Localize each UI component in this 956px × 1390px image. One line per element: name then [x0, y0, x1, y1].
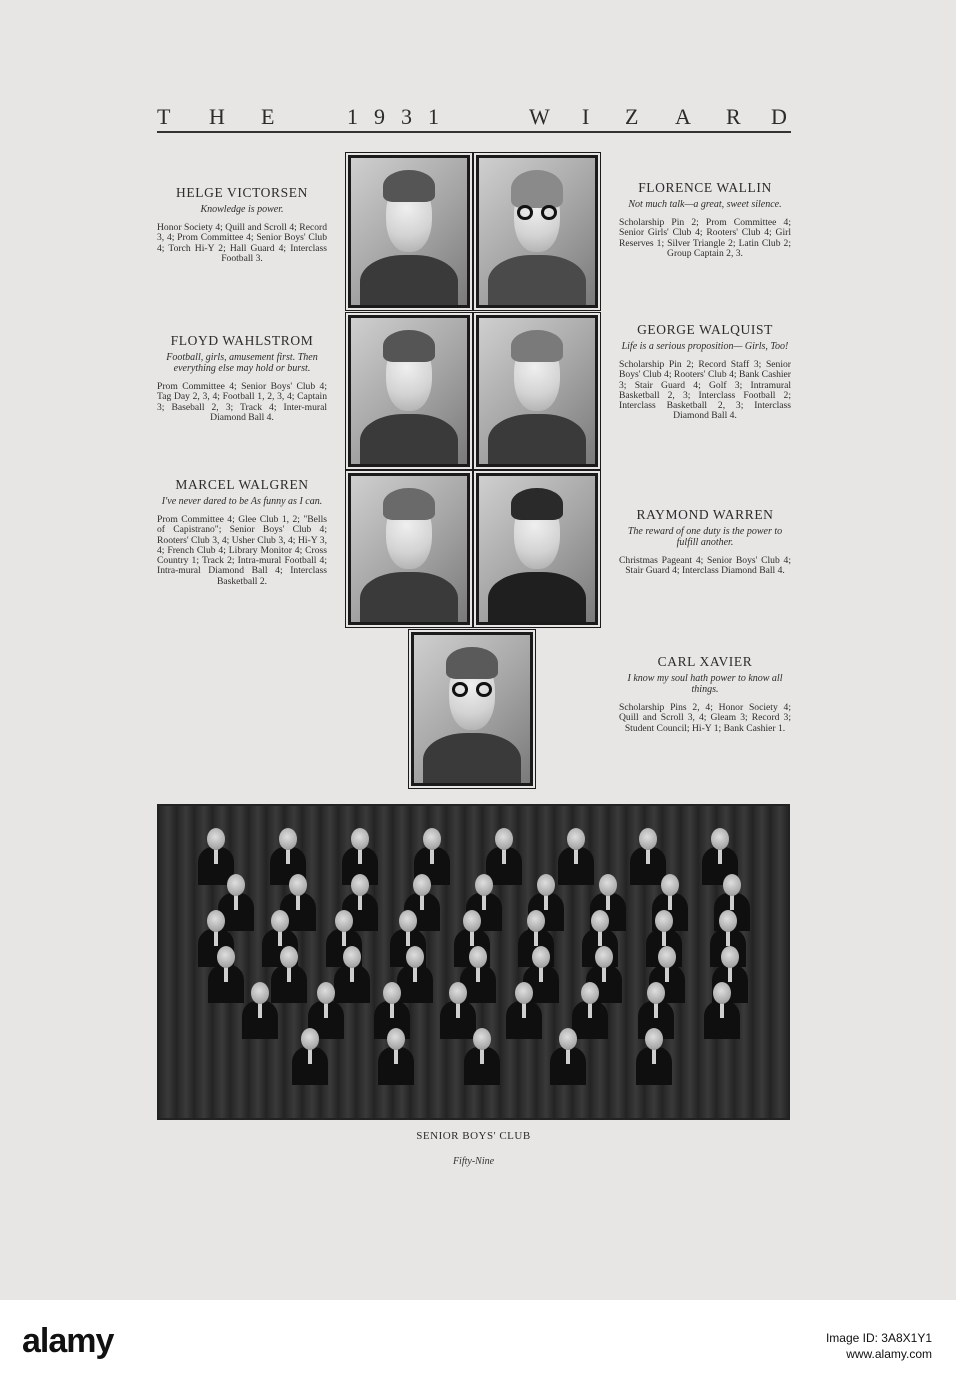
header-letter: T	[157, 104, 171, 129]
senior-activities: Christmas Pageant 4; Senior Boys' Club 4; Stair Guard 4; Interclass Diamond Ball 4.	[619, 555, 791, 577]
senior-name: RAYMOND WARREN	[636, 507, 774, 522]
senior-activities: Honor Society 4; Quill and Scroll 4; Record 3, 4; Prom Committee 4; Senior Boys' Club 4; Torch Hi-Y 2; Hall Guard 4; Interclass Football 3.	[157, 222, 327, 264]
senior-name: FLOYD WAHLSTROM	[170, 333, 314, 348]
bio-raymond-warren	[619, 507, 791, 577]
senior-motto: The reward of one duty is the power to fulfill another.	[627, 526, 783, 548]
header-letter: W	[529, 104, 550, 129]
senior-motto: I've never dared to be As funny as I can.	[161, 496, 323, 507]
senior-activities: Prom Committee 4; Glee Club 1, 2; "Bells of Capistrano"; Senior Boys' Club 4; Rooters' Club 3, 4; Usher Club 3, 4; Hi-Y 3, 4; French Club 4; Library Monitor 4; Cross Country 1; Track 2; Intra-mural Football 4; Intra-mural Diamond Ball 4; Interclass Basketball 2.	[157, 514, 327, 587]
senior-motto: Not much talk—a great, sweet silence.	[628, 199, 782, 210]
page-number: Fifty-Nine	[452, 1156, 495, 1167]
header-rule	[157, 131, 791, 133]
bio-george-walquist	[619, 322, 791, 422]
group-photo-caption: SENIOR BOYS' CLUB	[416, 1130, 531, 1142]
bio-marcel-walgren	[157, 477, 327, 587]
header-letter: H	[209, 104, 225, 129]
bio-helge-victorsen	[157, 185, 327, 264]
header-letter: R	[726, 104, 741, 129]
portrait-carl-xavier	[411, 632, 533, 786]
stock-footer	[0, 1300, 956, 1390]
senior-name: GEORGE WALQUIST	[637, 322, 773, 337]
senior-name: FLORENCE WALLIN	[638, 180, 772, 195]
group-photo-senior-boys-club	[157, 804, 790, 1120]
senior-motto: Football, girls, amusement first. Then everything else may hold or burst.	[166, 352, 318, 374]
header-letter: 1	[347, 104, 358, 129]
header-letter: 3	[401, 104, 412, 129]
senior-activities: Prom Committee 4; Senior Boys' Club 4; Tag Day 2, 3, 4; Football 1, 2, 3, 4; Captain 3; Baseball 2, 3; Track 4; Inter-mural Diamond Ball 4.	[157, 381, 327, 423]
senior-name: HELGE VICTORSEN	[176, 185, 308, 200]
portrait-floyd-wahlstrom	[348, 315, 470, 467]
header-letter: A	[675, 104, 691, 129]
portrait-raymond-warren	[476, 473, 598, 625]
stock-logo: alamy	[22, 1322, 114, 1360]
senior-activities: Scholarship Pin 2; Prom Committee 4; Senior Girls' Club 4; Rooters' Club 4; Girl Reserves 1; Silver Triangle 2; Latin Club 2; Group Captain 2, 3.	[619, 217, 791, 259]
portrait-florence-wallin	[476, 155, 598, 308]
portrait-helge-victorsen	[348, 155, 470, 308]
senior-motto: Life is a serious proposition— Girls, Too!	[621, 341, 789, 352]
bio-florence-wallin	[619, 180, 791, 259]
bio-floyd-wahlstrom	[157, 333, 327, 423]
portrait-george-walquist	[476, 315, 598, 467]
stock-site: www.alamy.com	[846, 1347, 932, 1361]
senior-activities: Scholarship Pin 2; Record Staff 3; Senior Boys' Club 4; Rooters' Club 4; Bank Cashier 3; Stair Guard 4; Golf 3; Intramural Basketball 2, 3; Interclass Football 2; Interclass Basketball 2, 3; Interclass Diamond Ball 4.	[619, 359, 791, 422]
header-letter: 9	[374, 104, 385, 129]
stock-image-id: Image ID: 3A8X1Y1	[825, 1331, 932, 1345]
header-letter: D	[771, 104, 787, 129]
bio-carl-xavier	[619, 654, 791, 734]
header-letter: I	[582, 104, 590, 129]
senior-name: MARCEL WALGREN	[175, 477, 309, 492]
header-letter: 1	[428, 104, 439, 129]
senior-motto: I know my soul hath power to know all things.	[627, 673, 783, 695]
header-letter: Z	[625, 104, 639, 129]
senior-name: CARL XAVIER	[657, 654, 753, 669]
senior-activities: Scholarship Pins 2, 4; Honor Society 4; Quill and Scroll 3, 4; Gleam 3; Record 3; Student Council; Hi-Y 1; Bank Cashier 1.	[619, 702, 791, 734]
stock-info	[826, 1330, 932, 1362]
header-letter: E	[261, 104, 275, 129]
running-header	[157, 104, 791, 130]
senior-motto: Knowledge is power.	[200, 204, 284, 215]
portrait-marcel-walgren	[348, 473, 470, 625]
